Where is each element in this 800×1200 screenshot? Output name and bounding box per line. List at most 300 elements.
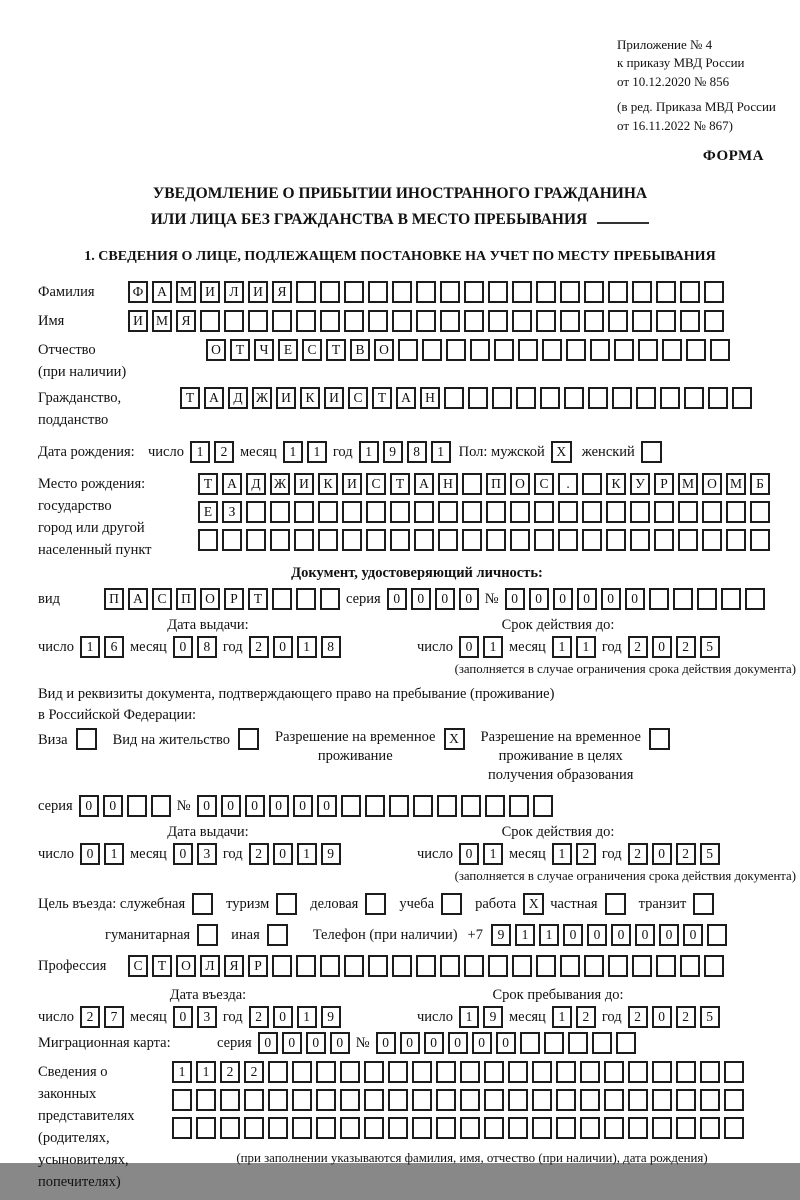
form-cell bbox=[656, 281, 676, 303]
form-cell: Е bbox=[198, 501, 218, 523]
form-cell: 0 bbox=[330, 1032, 350, 1054]
form-cell: А bbox=[414, 473, 434, 495]
purpose-other-label: иная bbox=[231, 926, 260, 943]
doc-valid-day-cells bbox=[459, 636, 507, 658]
form-cell: 2 bbox=[628, 636, 648, 658]
year-label: год bbox=[601, 639, 622, 655]
form-cell: К bbox=[318, 473, 338, 495]
temp-residence-edu-label-line: Разрешение на временное bbox=[480, 729, 641, 745]
form-cell: О bbox=[206, 339, 226, 361]
form-cell bbox=[172, 1089, 192, 1111]
form-cell: 2 bbox=[249, 843, 269, 865]
entry-date bbox=[38, 1006, 415, 1028]
form-cell: И bbox=[276, 387, 296, 409]
form-cell: 8 bbox=[407, 441, 427, 463]
form-cell: Я bbox=[224, 955, 244, 977]
entry-purpose-row2 bbox=[38, 924, 796, 946]
form-cell: Ф bbox=[128, 281, 148, 303]
form-cell: К bbox=[300, 387, 320, 409]
doc-valid-year-cells bbox=[628, 636, 724, 658]
form-cell bbox=[638, 339, 658, 361]
form-cell bbox=[680, 955, 700, 977]
legal-reps-cells-row1 bbox=[172, 1061, 772, 1083]
month-label: месяц bbox=[508, 1009, 546, 1025]
form-cell bbox=[533, 795, 553, 817]
form-cell bbox=[462, 473, 482, 495]
form-cell bbox=[678, 501, 698, 523]
legal-reps-label-line: представителях bbox=[38, 1108, 135, 1124]
purpose-humanitarian-checkbox bbox=[197, 924, 218, 946]
day-label: число bbox=[148, 444, 184, 460]
form-cell bbox=[536, 310, 556, 332]
birthplace-row bbox=[38, 473, 796, 561]
form-cell bbox=[270, 501, 290, 523]
form-cell: 0 bbox=[273, 843, 293, 865]
form-cell bbox=[700, 1117, 720, 1139]
form-cell: 0 bbox=[424, 1032, 444, 1054]
form-cell bbox=[368, 310, 388, 332]
purpose-transit-label: транзит bbox=[638, 895, 687, 912]
form-cell bbox=[628, 1061, 648, 1083]
purpose-private-label: частная bbox=[550, 895, 598, 912]
form-cell bbox=[649, 588, 669, 610]
form-cell: П bbox=[486, 473, 506, 495]
id-doc-heading-text: Документ, удостоверяющий личность: bbox=[291, 565, 543, 581]
form-cell bbox=[536, 955, 556, 977]
form-cell bbox=[484, 1089, 504, 1111]
form-cell: Л bbox=[224, 281, 244, 303]
form-cell: 1 bbox=[297, 636, 317, 658]
form-cell bbox=[196, 1117, 216, 1139]
series-label: серия bbox=[38, 798, 73, 814]
form-cell: Т bbox=[248, 588, 268, 610]
form-cell bbox=[320, 588, 340, 610]
form-cell bbox=[444, 387, 464, 409]
form-cell bbox=[484, 1061, 504, 1083]
birth-month-cells bbox=[283, 441, 331, 463]
form-cell bbox=[272, 588, 292, 610]
form-cell: 8 bbox=[321, 636, 341, 658]
form-cell bbox=[632, 310, 652, 332]
form-cell bbox=[700, 1089, 720, 1111]
issue-date-header: Дата выдачи: bbox=[167, 617, 249, 633]
legal-reps-note: (при заполнении указываются фамилия, имя, отчество (при наличии), дата рождения) bbox=[236, 1151, 708, 1165]
form-cell bbox=[700, 1061, 720, 1083]
form-cell bbox=[296, 281, 316, 303]
form-cell: Я bbox=[272, 281, 292, 303]
temp-residence-label bbox=[275, 728, 435, 766]
form-cell bbox=[494, 339, 514, 361]
day-label: число bbox=[417, 846, 453, 862]
purpose-official-checkbox bbox=[192, 893, 213, 915]
profession-row bbox=[38, 955, 796, 977]
stay-day-cells bbox=[459, 1006, 507, 1028]
temp-residence-label-line: проживание bbox=[317, 748, 393, 764]
form-cell bbox=[340, 1061, 360, 1083]
form-cell bbox=[508, 1117, 528, 1139]
legal-reps-cells-row3 bbox=[172, 1117, 772, 1139]
permit-valid-month-cells bbox=[552, 843, 600, 865]
stay-until-header: Срок пребывания до: bbox=[492, 987, 624, 1003]
form-cell: 0 bbox=[459, 843, 479, 865]
permit-valid-day-cells bbox=[459, 843, 507, 865]
amendment-line: (в ред. Приказа МВД России bbox=[617, 99, 776, 115]
form-cell: 0 bbox=[293, 795, 313, 817]
form-cell bbox=[470, 339, 490, 361]
legal-reps-label bbox=[38, 1061, 172, 1193]
form-cell bbox=[604, 1061, 624, 1083]
form-cell: 2 bbox=[249, 1006, 269, 1028]
form-cell bbox=[296, 310, 316, 332]
birthplace-label bbox=[38, 473, 198, 561]
form-cell: 6 bbox=[104, 636, 124, 658]
form-cell bbox=[732, 387, 752, 409]
phone-prefix: +7 bbox=[467, 926, 483, 943]
temp-residence-edu-label-line: получения образования bbox=[488, 767, 634, 783]
entry-date-headers bbox=[38, 987, 796, 1004]
form-cell bbox=[364, 1117, 384, 1139]
form-cell bbox=[464, 310, 484, 332]
id-doc-heading bbox=[38, 565, 796, 582]
form-cell: 3 bbox=[197, 1006, 217, 1028]
form-cell: 1 bbox=[552, 843, 572, 865]
form-cell bbox=[488, 955, 508, 977]
legal-reps-label-line: Сведения о bbox=[38, 1064, 108, 1080]
entry-year-cells bbox=[249, 1006, 345, 1028]
doc-dates-row bbox=[38, 636, 796, 658]
sex-male-checkbox: X bbox=[551, 441, 572, 463]
doc-type-label: вид bbox=[38, 591, 60, 607]
form-cell: А bbox=[222, 473, 242, 495]
form-cell bbox=[364, 1089, 384, 1111]
form-cell: 2 bbox=[576, 843, 596, 865]
form-cell: 0 bbox=[611, 924, 631, 946]
form-cell bbox=[656, 955, 676, 977]
birthplace-label-line: государство bbox=[38, 498, 112, 514]
id-doc-row bbox=[38, 588, 796, 610]
form-cell bbox=[652, 1117, 672, 1139]
form-cell bbox=[582, 473, 602, 495]
form-cell bbox=[580, 1061, 600, 1083]
form-cell: Т bbox=[180, 387, 200, 409]
form-cell: 0 bbox=[317, 795, 337, 817]
purpose-business-checkbox bbox=[365, 893, 386, 915]
form-cell: 0 bbox=[652, 636, 672, 658]
form-cell: З bbox=[222, 501, 242, 523]
form-cell: С bbox=[534, 473, 554, 495]
form-cell: 0 bbox=[269, 795, 289, 817]
form-cell: 9 bbox=[491, 924, 511, 946]
form-cell: 1 bbox=[307, 441, 327, 463]
form-cell: 1 bbox=[552, 636, 572, 658]
doc-valid-date bbox=[415, 636, 724, 658]
form-cell: 0 bbox=[411, 588, 431, 610]
form-cell bbox=[608, 310, 628, 332]
form-cell: 1 bbox=[515, 924, 535, 946]
form-title-line2-text: ИЛИ ЛИЦА БЕЗ ГРАЖДАНСТВА В МЕСТО ПРЕБЫВАНИЯ bbox=[150, 210, 588, 228]
entry-dates-row bbox=[38, 1006, 796, 1028]
form-cell bbox=[686, 339, 706, 361]
entry-day-cells bbox=[80, 1006, 128, 1028]
surname-row bbox=[38, 281, 796, 303]
form-cell bbox=[392, 310, 412, 332]
form-cell: 0 bbox=[245, 795, 265, 817]
form-cell bbox=[364, 1061, 384, 1083]
form-cell bbox=[560, 955, 580, 977]
form-cell: 9 bbox=[383, 441, 403, 463]
form-cell: К bbox=[606, 473, 626, 495]
form-cell bbox=[676, 1089, 696, 1111]
form-cell: 0 bbox=[435, 588, 455, 610]
form-cell bbox=[416, 955, 436, 977]
permit-dates-row bbox=[38, 843, 796, 865]
series-label: серия bbox=[346, 591, 381, 607]
form-cell bbox=[697, 588, 717, 610]
form-cell: 1 bbox=[483, 843, 503, 865]
form-cell bbox=[662, 339, 682, 361]
form-cell bbox=[318, 501, 338, 523]
form-cell bbox=[268, 1089, 288, 1111]
form-cell bbox=[270, 529, 290, 551]
form-cell: Р bbox=[654, 473, 674, 495]
form-cell bbox=[684, 387, 704, 409]
form-cell bbox=[509, 795, 529, 817]
purpose-tourism-checkbox bbox=[276, 893, 297, 915]
purpose-study-label: учеба bbox=[399, 895, 435, 912]
form-cell bbox=[488, 310, 508, 332]
entry-purpose-label: Цель въезда: служебная bbox=[38, 895, 186, 912]
stay-year-cells bbox=[628, 1006, 724, 1028]
entry-month-cells bbox=[173, 1006, 221, 1028]
form-cell bbox=[488, 281, 508, 303]
form-cell bbox=[660, 387, 680, 409]
form-cell bbox=[412, 1089, 432, 1111]
form-cell: Ж bbox=[270, 473, 290, 495]
patronymic-label-line1: Отчество bbox=[38, 342, 96, 358]
form-cell bbox=[272, 310, 292, 332]
form-cell bbox=[437, 795, 457, 817]
day-label: число bbox=[417, 1009, 453, 1025]
purpose-study-checkbox bbox=[441, 893, 462, 915]
form-cell bbox=[368, 281, 388, 303]
form-cell: 0 bbox=[282, 1032, 302, 1054]
form-cell bbox=[510, 501, 530, 523]
form-cell: С bbox=[348, 387, 368, 409]
doc-date-headers bbox=[38, 617, 796, 634]
form-cell: Т bbox=[372, 387, 392, 409]
permit-issue-date bbox=[38, 843, 415, 865]
form-cell bbox=[680, 281, 700, 303]
form-cell bbox=[604, 1117, 624, 1139]
form-cell: 2 bbox=[676, 843, 696, 865]
permit-issue-month-cells bbox=[173, 843, 221, 865]
form-cell bbox=[244, 1117, 264, 1139]
form-cell bbox=[468, 387, 488, 409]
month-label: месяц bbox=[239, 444, 277, 460]
form-cell: 1 bbox=[104, 843, 124, 865]
form-cell bbox=[678, 529, 698, 551]
phone-cells bbox=[491, 924, 731, 946]
form-cell: Т bbox=[198, 473, 218, 495]
doc-issue-month-cells bbox=[173, 636, 221, 658]
form-cell: 0 bbox=[459, 588, 479, 610]
purpose-work-checkbox: X bbox=[523, 893, 544, 915]
form-cell bbox=[318, 529, 338, 551]
legal-reps-label-line: законных bbox=[38, 1086, 97, 1102]
number-label: № bbox=[355, 1035, 370, 1051]
form-cell bbox=[750, 501, 770, 523]
form-cell bbox=[484, 1117, 504, 1139]
form-cell bbox=[534, 529, 554, 551]
form-cell bbox=[422, 339, 442, 361]
form-cell bbox=[342, 501, 362, 523]
surname-cells bbox=[128, 281, 728, 303]
form-cell: С bbox=[128, 955, 148, 977]
permit-types-row bbox=[38, 728, 796, 785]
birthplace-label-line: населенный пункт bbox=[38, 542, 152, 558]
form-cell: 0 bbox=[376, 1032, 396, 1054]
form-cell bbox=[320, 310, 340, 332]
form-cell bbox=[558, 529, 578, 551]
form-cell bbox=[340, 1117, 360, 1139]
profession-cells bbox=[128, 955, 728, 977]
migcard-number-cells bbox=[376, 1032, 640, 1054]
form-cell bbox=[296, 588, 316, 610]
form-cell: И bbox=[200, 281, 220, 303]
form-cell bbox=[460, 1061, 480, 1083]
form-cell bbox=[676, 1117, 696, 1139]
name-row bbox=[38, 310, 796, 332]
temp-residence-edu-label-line: проживание в целях bbox=[498, 748, 623, 764]
form-cell: 0 bbox=[577, 588, 597, 610]
form-cell: Л bbox=[200, 955, 220, 977]
form-cell bbox=[584, 955, 604, 977]
form-cell bbox=[388, 1117, 408, 1139]
form-cell bbox=[365, 795, 385, 817]
form-cell: 1 bbox=[431, 441, 451, 463]
form-cell: 9 bbox=[321, 1006, 341, 1028]
doc-type-cells bbox=[104, 588, 344, 610]
day-label: число bbox=[38, 1009, 74, 1025]
form-cell bbox=[512, 281, 532, 303]
form-cell bbox=[582, 501, 602, 523]
right-doc-line1-text: Вид и реквизиты документа, подтверждающего право на пребывание (проживание) bbox=[38, 686, 555, 702]
form-cell bbox=[704, 955, 724, 977]
form-cell: Ч bbox=[254, 339, 274, 361]
form-cell bbox=[707, 924, 727, 946]
form-cell bbox=[508, 1061, 528, 1083]
form-cell bbox=[200, 310, 220, 332]
name-cells bbox=[128, 310, 728, 332]
purpose-transit-checkbox bbox=[693, 893, 714, 915]
form-cell bbox=[584, 310, 604, 332]
section1-heading: 1. СВЕДЕНИЯ О ЛИЦЕ, ПОДЛЕЖАЩЕМ ПОСТАНОВКЕ НА УЧЕТ ПО МЕСТУ ПРЕБЫВАНИЯ bbox=[84, 249, 716, 264]
patronymic-cells bbox=[206, 339, 734, 361]
permit-date-headers bbox=[38, 824, 796, 841]
form-cell bbox=[316, 1117, 336, 1139]
form-cell: 0 bbox=[659, 924, 679, 946]
year-label: год bbox=[332, 444, 353, 460]
form-cell: Ж bbox=[252, 387, 272, 409]
year-label: год bbox=[601, 1009, 622, 1025]
number-label: № bbox=[176, 798, 191, 814]
form-cell: 0 bbox=[79, 795, 99, 817]
form-cell bbox=[272, 955, 292, 977]
birthplace-cells-row2 bbox=[198, 501, 774, 523]
appendix-line: к приказу МВД России bbox=[617, 55, 745, 71]
form-cell: 0 bbox=[652, 843, 672, 865]
form-cell: 1 bbox=[539, 924, 559, 946]
form-cell bbox=[412, 1061, 432, 1083]
form-cell bbox=[534, 501, 554, 523]
form-cell bbox=[558, 501, 578, 523]
form-cell bbox=[512, 310, 532, 332]
form-cell bbox=[726, 501, 746, 523]
form-cell bbox=[220, 1089, 240, 1111]
appendix-line: от 10.12.2020 № 856 bbox=[617, 73, 730, 89]
form-cell bbox=[556, 1117, 576, 1139]
doc-series-cells bbox=[387, 588, 483, 610]
form-cell: 1 bbox=[459, 1006, 479, 1028]
form-label: ФОРМА bbox=[702, 148, 764, 164]
year-label: год bbox=[601, 846, 622, 862]
form-cell bbox=[588, 387, 608, 409]
amendment-reference bbox=[617, 98, 776, 135]
doc-issue-day-cells bbox=[80, 636, 128, 658]
form-cell: О bbox=[702, 473, 722, 495]
form-cell: 0 bbox=[306, 1032, 326, 1054]
form-cell bbox=[320, 955, 340, 977]
form-cell bbox=[341, 795, 361, 817]
form-cell bbox=[704, 281, 724, 303]
form-cell bbox=[566, 339, 586, 361]
name-label: Имя bbox=[38, 313, 65, 329]
citizenship-label-line2: подданство bbox=[38, 412, 109, 428]
citizenship-label-line1: Гражданство, bbox=[38, 390, 122, 406]
form-cell bbox=[592, 1032, 612, 1054]
form-cell bbox=[246, 501, 266, 523]
form-cell: 0 bbox=[529, 588, 549, 610]
form-cell: В bbox=[350, 339, 370, 361]
form-cell bbox=[556, 1061, 576, 1083]
form-cell: 2 bbox=[244, 1061, 264, 1083]
form-cell bbox=[172, 1117, 192, 1139]
form-cell bbox=[721, 588, 741, 610]
entry-purpose-row bbox=[38, 893, 796, 915]
form-cell bbox=[568, 1032, 588, 1054]
citizenship-cells bbox=[180, 387, 756, 409]
permit-series-cells bbox=[79, 795, 175, 817]
form-cell: 1 bbox=[190, 441, 210, 463]
form-cell: У bbox=[630, 473, 650, 495]
form-cell bbox=[438, 501, 458, 523]
form-cell: 0 bbox=[448, 1032, 468, 1054]
form-cell bbox=[608, 955, 628, 977]
permit-series-row bbox=[38, 795, 796, 817]
form-cell bbox=[485, 795, 505, 817]
form-cell bbox=[724, 1061, 744, 1083]
form-cell bbox=[532, 1117, 552, 1139]
form-cell bbox=[584, 281, 604, 303]
form-cell: 1 bbox=[297, 843, 317, 865]
form-cell bbox=[436, 1061, 456, 1083]
birth-year-cells bbox=[359, 441, 455, 463]
form-cell bbox=[614, 339, 634, 361]
form-cell bbox=[492, 387, 512, 409]
form-cell: И bbox=[294, 473, 314, 495]
form-cell: С bbox=[366, 473, 386, 495]
form-cell bbox=[724, 1117, 744, 1139]
